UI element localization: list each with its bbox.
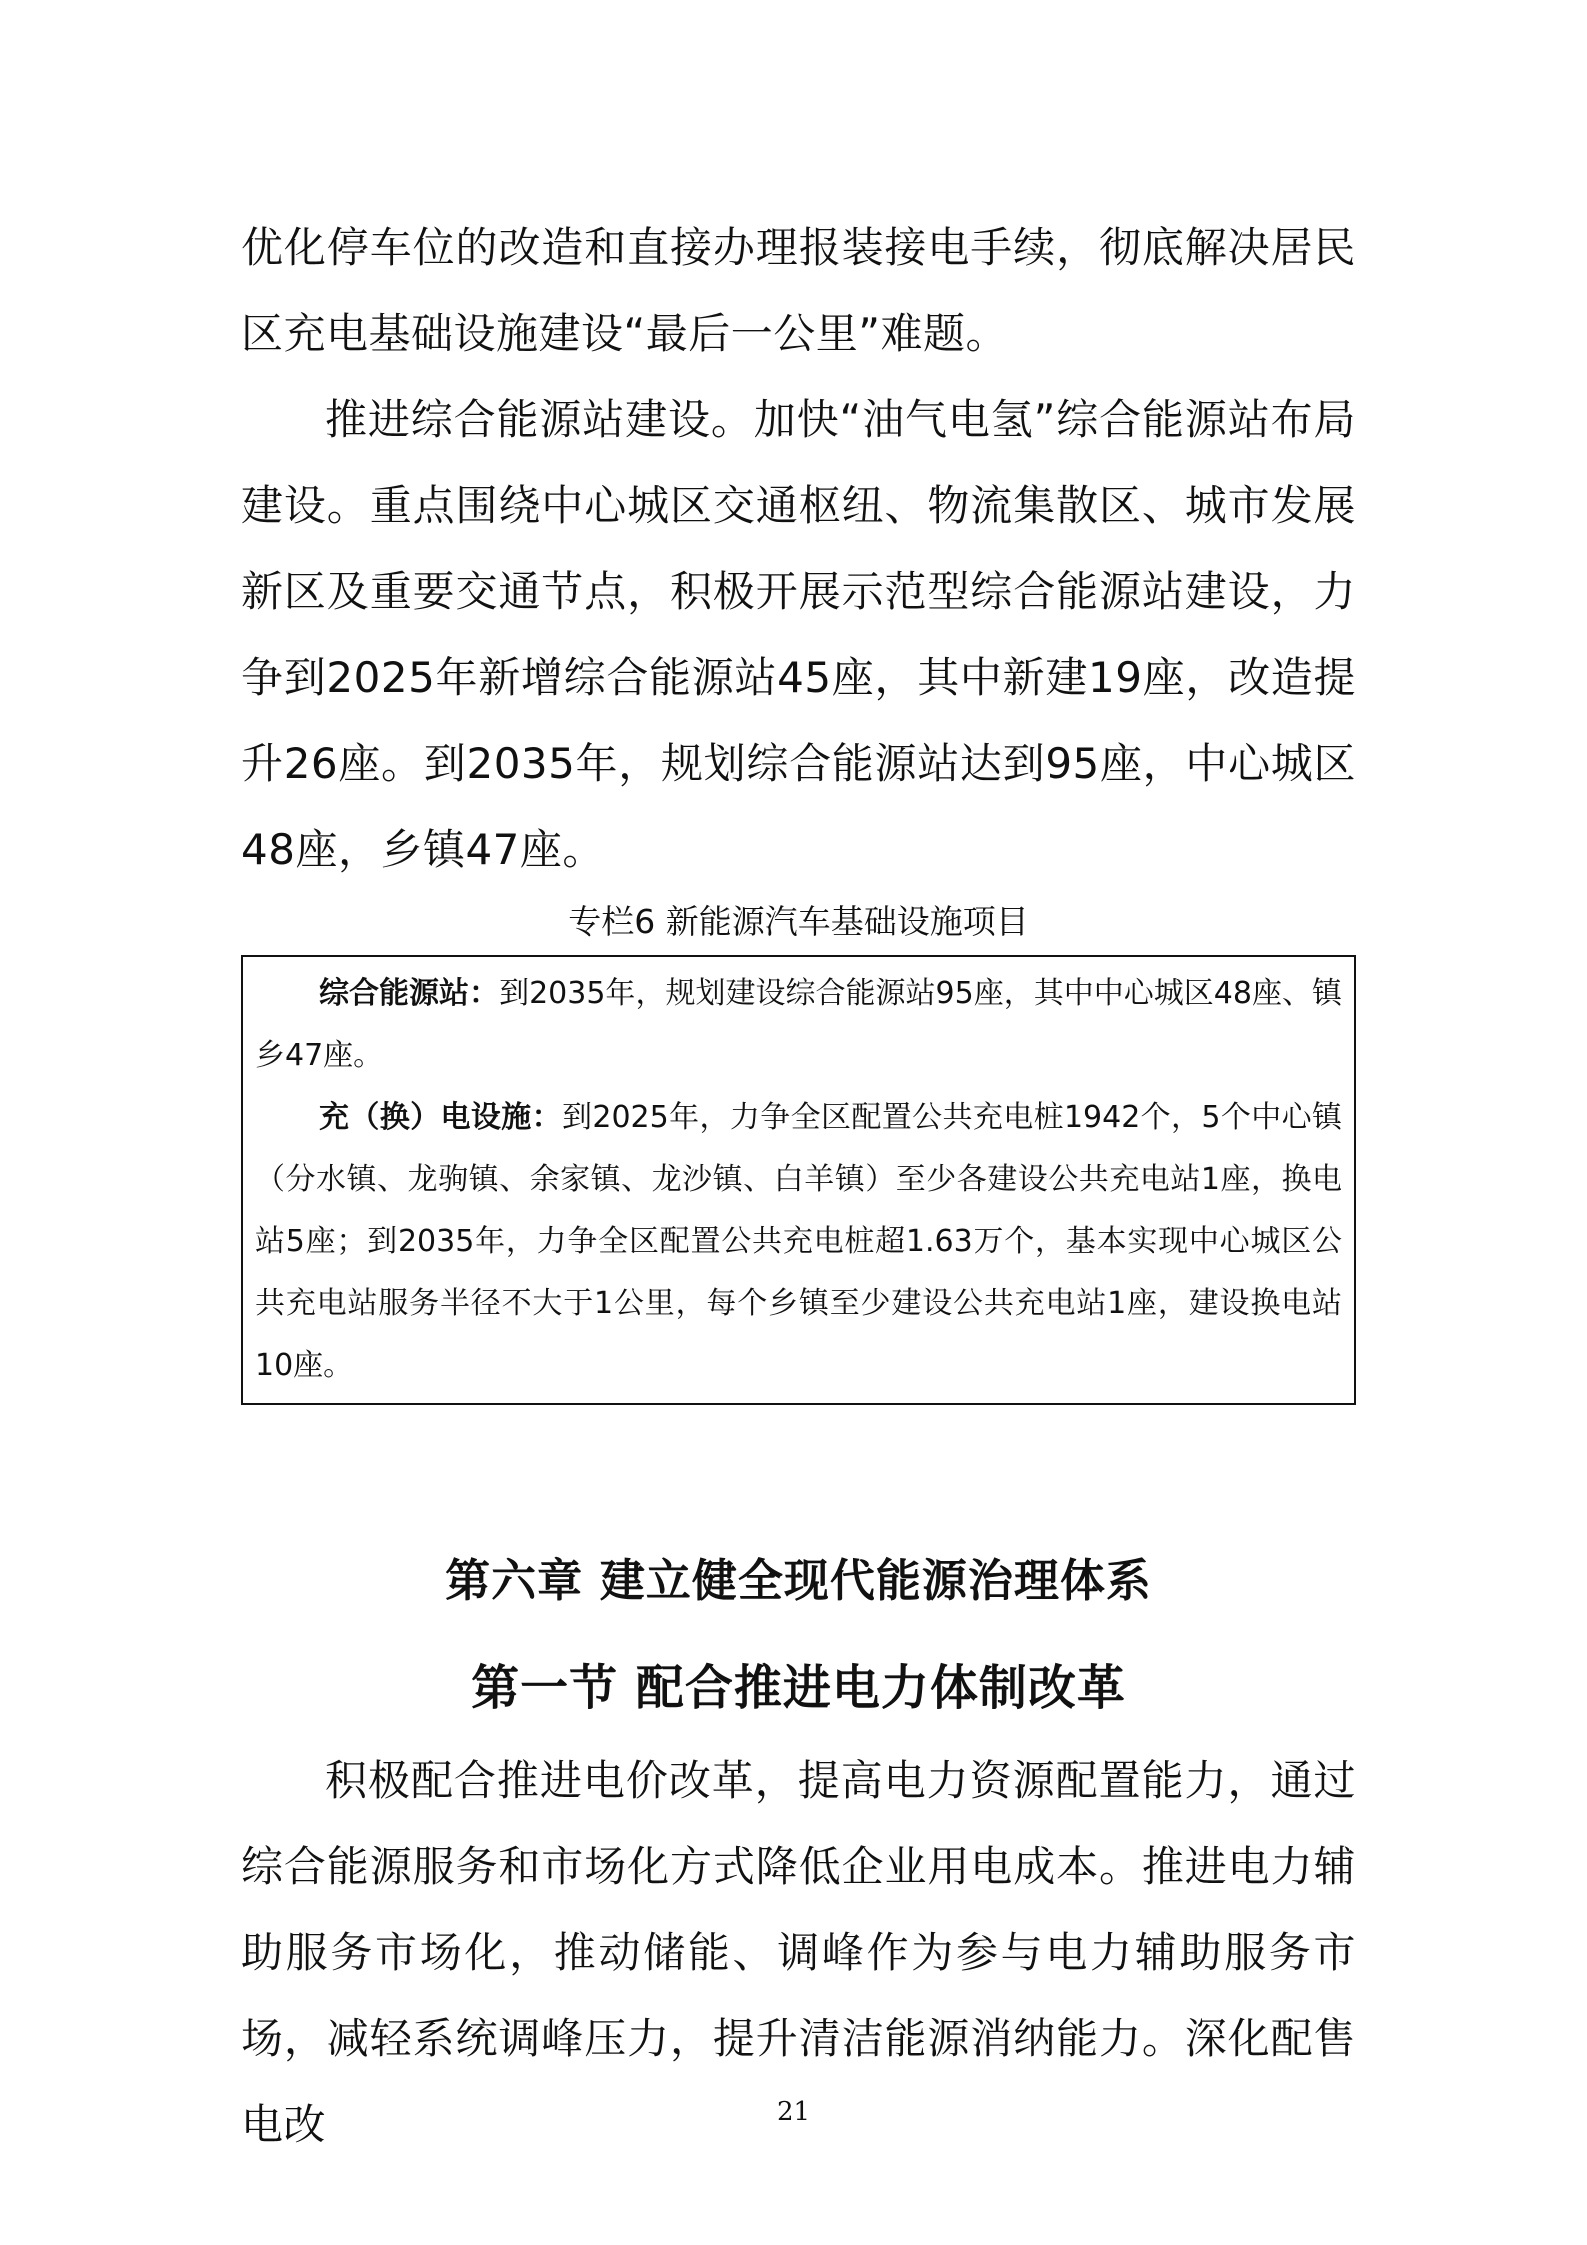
body-paragraph-2: 推进综合能源站建设。加快“油气电氢”综合能源站布局建设。重点围绕中心城区交通枢纽、物流集散区、城市发展新区及重要交通节点，积极开展示范型综合能源站建设，力争到2025年新增综合能源站45座，其中新建19座，改造提升26座。到2035年，规划综合能源站达到95座，中心城区48座，乡镇47座。 bbox=[241, 395, 1356, 874]
body-paragraph-3: 积极配合推进电价改革，提高电力资源配置能力，通过综合能源服务和市场化方式降低企业用电成本。推进电力辅助服务市场化，推动储能、调峰作为参与电力辅助服务市场，减轻系统调峰压力，提升清洁能源消纳能力。深化配售电改 bbox=[241, 1756, 1356, 2149]
page-content bbox=[241, 205, 1356, 2168]
project-box bbox=[241, 955, 1356, 1405]
page-number: 21 bbox=[776, 2097, 811, 2127]
box-item-lead: 综合能源站： bbox=[319, 976, 500, 1011]
chapter-title: 第六章 建立健全现代能源治理体系 bbox=[445, 1554, 1152, 1607]
box-item-lead: 充（换）电设施： bbox=[319, 1100, 562, 1135]
box-caption: 专栏6 新能源汽车基础设施项目 bbox=[568, 902, 1029, 941]
box-item-text: 到2035年，规划建设综合能源站95座，其中中心城区48座、镇乡47座。 bbox=[255, 976, 1342, 1073]
box-item-energy-station bbox=[255, 963, 1342, 1087]
box-item-text: 到2025年，力争全区配置公共充电桩1942个，5个中心镇（分水镇、龙驹镇、余家镇、龙沙镇、白羊镇）至少各建设公共充电站1座，换电站5座；到2035年，力争全区配置公共充电桩超1.63万个，基本实现中心城区公共充电站服务半径不大于1公里，每个乡镇至少建设公共充电站1座，建设换电站10座。 bbox=[255, 1100, 1342, 1383]
section-title: 第一节 配合推进电力体制改革 bbox=[471, 1660, 1126, 1716]
box-item-charging bbox=[255, 1087, 1342, 1397]
body-paragraph-1: 优化停车位的改造和直接办理报装接电手续，彻底解决居民区充电基础设施建设“最后一公里”难题。 bbox=[241, 223, 1356, 358]
